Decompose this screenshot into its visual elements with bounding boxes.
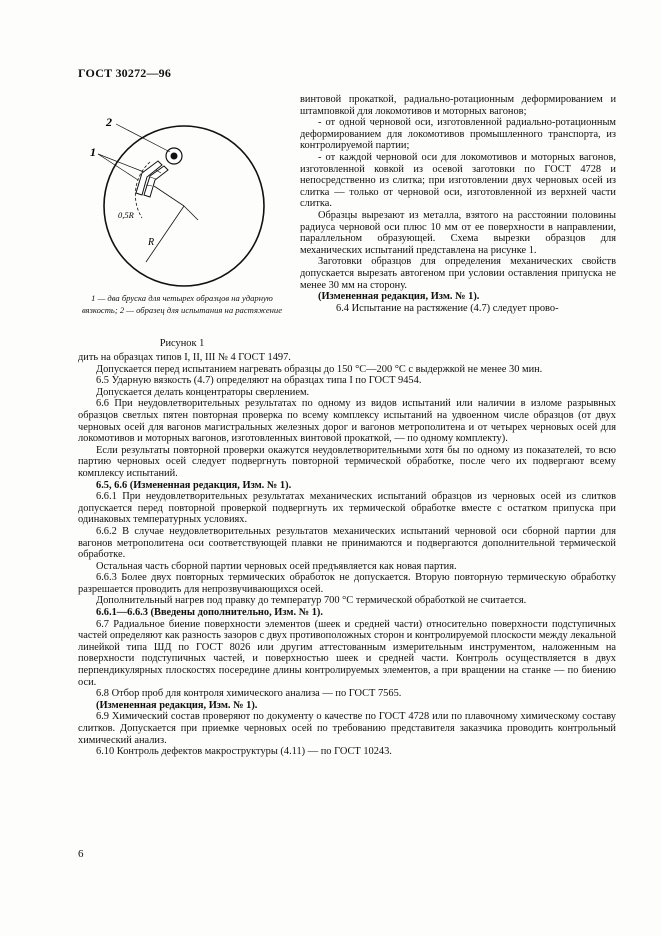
figure-1: [78, 100, 286, 360]
paragraph: 6.6.1 При неудовлетворительных результатах механических испытаний образцов из черновых осей из слитков допускается перед повторной проверкой подвергнуть их термической обработке вместе с остатком припуска при одинаковых температурных условиях.: [78, 491, 616, 526]
amendment-note: (Измененная редакция, Изм. № 1).: [318, 291, 480, 303]
tensile-specimen: [166, 148, 182, 164]
impact-bars: [136, 161, 168, 197]
figure-caption: 1 — два бруска для четырех образцов на ударную вязкость; 2 — образец для испытания на растяжение: [81, 293, 283, 315]
paragraph: 6.4 Испытание на растяжение (4.7) следует прово-: [336, 302, 559, 314]
page-number: 6: [78, 848, 84, 860]
axle-section-diagram: [78, 100, 286, 300]
paragraph: Допускается делать концентраторы сверлением.: [96, 386, 310, 398]
paragraph: 6.8 Отбор проб для контроля химического анализа — по ГОСТ 7565.: [96, 688, 402, 700]
half-radius-line: [154, 186, 184, 206]
paragraph: Допускается перед испытанием нагревать образцы до 150 °С—200 °С с выдержкой не менее 30 мин.: [96, 363, 543, 375]
paragraph: Остальная часть сборной партии черновых осей предъявляется как новая партия.: [96, 560, 457, 572]
paragraph: 6.7 Радиальное биение поверхности элементов (шеек и средней части) относительно поверхности подступичных частей определяют как разность зазоров с двух противоположных сторон и контролируемой плоскости между лекальной линейкой типа ШД по ГОСТ 8026 или другим аттестованным измерительным инструментом, наложенным на поверхности подступичных частей, и поверхностью шеек и средней части. Контроль осуществляется в двух перпендикулярных плоскостях посередине длины контролируемых элементов, а при вращении на станке — по биению оси.: [78, 618, 616, 688]
center-mark: [184, 206, 198, 220]
right-column-text: [300, 94, 616, 314]
paragraph: 6.9 Химический состав проверяют по документу о качестве по ГОСТ 4728 или по плавочному химическому составу слитков. Допускается при приемке черновых осей по требованию представителя заказчика проводить контрольный химический анализ.: [78, 711, 616, 746]
dimension-label: 0,5R: [118, 210, 134, 220]
radius-line: [146, 206, 184, 262]
paragraph: - от каждой черновой оси для локомотивов и моторных вагонов, изготовленной ковкой из осевой заготовки по ГОСТ 4728 и непосредственно из слитка; при изготовлении двух черновых осей из слитка — только от черновой оси, изготовленной из верхней части слитка.: [300, 151, 616, 210]
paragraph: Заготовки образцов для определения механических свойств допускается вырезать автогеном при условии оставления припуска не менее 30 мм на сторону.: [300, 256, 616, 291]
paragraph: Образцы вырезают из металла, взятого на расстоянии половины радиуса черновой оси плюс 10 мм от ее поверхности в направлении, параллельном образующей. Схема вырезки образцов для механических испытаний представлена на рисунке 1.: [300, 209, 616, 256]
document-header: ГОСТ 30272—96: [78, 66, 172, 80]
leader-2: [116, 124, 170, 152]
paragraph: Дополнительный нагрев под правку до температур 700 °С термической обработкой не считается.: [96, 595, 527, 607]
paragraph: Если результаты повторной проверки окажутся неудовлетворительными хотя бы по одному из показателей, то всю партию черновых осей следует подвергнуть повторной термической обработке, после чего их подвергают всему комплексу испытаний.: [78, 444, 616, 479]
paragraph: 6.6.3 Более двух повторных термических обработок не допускается. Вторую повторную термическую обработку разрешается проводить для непрозвучивающихся осей.: [78, 572, 616, 595]
amendment-note: (Измененная редакция, Изм. № 1).: [96, 699, 258, 711]
amendment-note: 6.5, 6.6 (Измененная редакция, Изм. № 1).: [96, 479, 292, 491]
paragraph: винтовой прокаткой, радиально-ротационным деформированием и штамповкой для локомотивов и моторных вагонов;: [300, 94, 616, 117]
paragraph: 6.6.2 В случае неудовлетворительных результатов механических испытаний черновой оси сборной партии для вагонов метрополитена оси соответствующей плавки не принимаются и подвергаются дополнительной термической обработке.: [78, 525, 616, 561]
figure-label: Рисунок 1: [159, 338, 205, 349]
paragraph: 6.6 При неудовлетворительных результатах по одному из видов испытаний или наличии в изломе разрывных образцов светлых пятен повторная проверка по всему комплексу испытаний на удвоенном числе образцов (от двух черновых осей для вагонов магистральных железных дорог и вагонов метрополитена и от четырех черновых осей для локомотивов и моторных вагонов, изготовленных винтовой прокаткой, — по одному комплекту).: [78, 398, 616, 445]
callout-1: 1: [90, 145, 96, 159]
paragraph: 6.5 Ударную вязкость (4.7) определяют на образцах типа I по ГОСТ 9454.: [96, 375, 422, 387]
radius-label: R: [148, 237, 155, 248]
amendment-note: 6.6.1—6.6.3 (Введены дополнительно, Изм. № 1).: [96, 607, 323, 619]
body-text: [78, 352, 616, 758]
paragraph: - от одной черновой оси, изготовленной радиально-ротационным деформированием для локомотивов промышленного транспорта, из контролируемой партии;: [300, 117, 616, 152]
callout-2: 2: [106, 115, 112, 129]
paragraph: дить на образцах типов I, II, III № 4 ГОСТ 1497.: [78, 352, 291, 363]
paragraph: 6.10 Контроль дефектов макроструктуры (4.11) — по ГОСТ 10243.: [96, 746, 392, 758]
